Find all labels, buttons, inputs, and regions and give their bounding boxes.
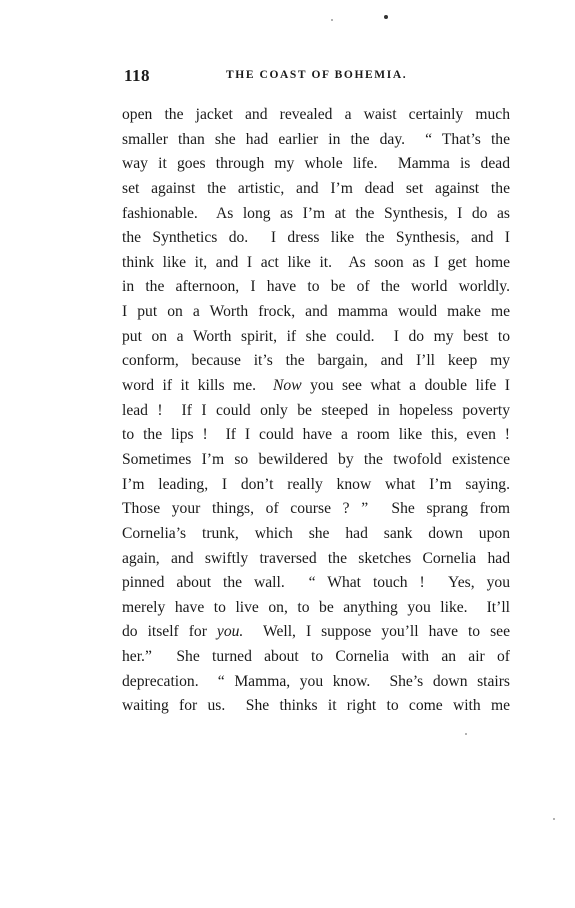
- text-segment: to the lips ! If I could have a room like this, even !: [122, 426, 510, 444]
- text-segment: smaller than she had earlier in the day. “ That’s the: [122, 130, 510, 148]
- text-line: [122, 275, 510, 300]
- page-number: 118: [124, 66, 151, 85]
- text-line: [122, 103, 510, 128]
- running-title: THE COAST OF BOHEMIA.: [226, 69, 408, 81]
- text-segment: I put on a Worth frock, and mamma would make me: [122, 303, 510, 321]
- text-segment: Well, I suppose you’ll have to see: [243, 623, 510, 641]
- text-line: [122, 349, 510, 374]
- text-line: [122, 325, 510, 350]
- text-segment: put on a Worth spirit, if she could. I do my best to: [122, 327, 510, 345]
- text-segment: her.” She turned about to Cornelia with an air of: [122, 648, 510, 666]
- text-line: [122, 571, 510, 596]
- ink-speck: [331, 19, 333, 21]
- text-segment: waiting for us. She thinks it right to come with me: [122, 697, 510, 715]
- text-segment: in the afternoon, I have to be of the world worldly.: [122, 278, 510, 296]
- text-line: [122, 128, 510, 153]
- text-line: [122, 226, 510, 251]
- text-segment: way it goes through my whole life. Mamma is dead: [122, 155, 510, 173]
- text-segment: word if it kills me.: [122, 377, 273, 395]
- text-segment: Cornelia’s trunk, which she had sank down upon: [122, 524, 510, 542]
- text-segment: Sometimes I’m so bewildered by the twofold existence: [122, 450, 510, 468]
- text-segment: do itself for: [122, 623, 217, 641]
- ink-speck: [384, 15, 388, 19]
- text-line: [122, 177, 510, 202]
- text-line: [122, 547, 510, 572]
- text-line: [122, 694, 510, 719]
- text-line: [122, 522, 510, 547]
- text-line: [122, 374, 510, 399]
- text-line: [122, 152, 510, 177]
- text-segment: merely have to live on, to be anything you like. It’ll: [122, 598, 510, 616]
- text-segment: you see what a double life I: [301, 377, 510, 395]
- text-segment: pinned about the wall. “ What touch ! Yes, you: [122, 574, 510, 592]
- text-segment: conform, because it’s the bargain, and I’ll keep my: [122, 352, 510, 370]
- ink-speck: [465, 733, 467, 735]
- text-segment: I’m leading, I don’t really know what I’m saying.: [122, 475, 510, 493]
- text-segment: deprecation. “ Mamma, you know. She’s down stairs: [122, 672, 510, 690]
- text-segment: think like it, and I act like it. As soon as I get home: [122, 253, 510, 271]
- body-text: [122, 103, 510, 719]
- text-line: [122, 645, 510, 670]
- text-segment: the Synthetics do. I dress like the Synthesis, and I: [122, 229, 510, 247]
- text-segment: set against the artistic, and I’m dead set against the: [122, 179, 510, 197]
- text-line: [122, 670, 510, 695]
- text-segment: open the jacket and revealed a waist certainly much: [122, 106, 510, 123]
- italic-text: you.: [216, 623, 244, 641]
- text-line: [122, 399, 510, 424]
- text-segment: lead ! If I could only be steeped in hopeless poverty: [122, 401, 510, 419]
- text-line: [122, 202, 510, 227]
- text-line: [122, 251, 510, 276]
- text-segment: again, and swiftly traversed the sketches Cornelia had: [122, 549, 510, 567]
- text-line: [122, 473, 510, 498]
- text-segment: Those your things, of course ? ” She sprang from: [122, 500, 510, 518]
- ink-speck: [553, 818, 555, 820]
- text-line: [122, 448, 510, 473]
- text-line: [122, 497, 510, 522]
- text-line: [122, 300, 510, 325]
- text-segment: fashionable. As long as I’m at the Synthesis, I do as: [122, 204, 510, 222]
- running-head: [124, 66, 514, 88]
- text-line: [122, 620, 510, 645]
- text-line: [122, 423, 510, 448]
- italic-text: Now: [273, 377, 302, 395]
- text-line: [122, 596, 510, 621]
